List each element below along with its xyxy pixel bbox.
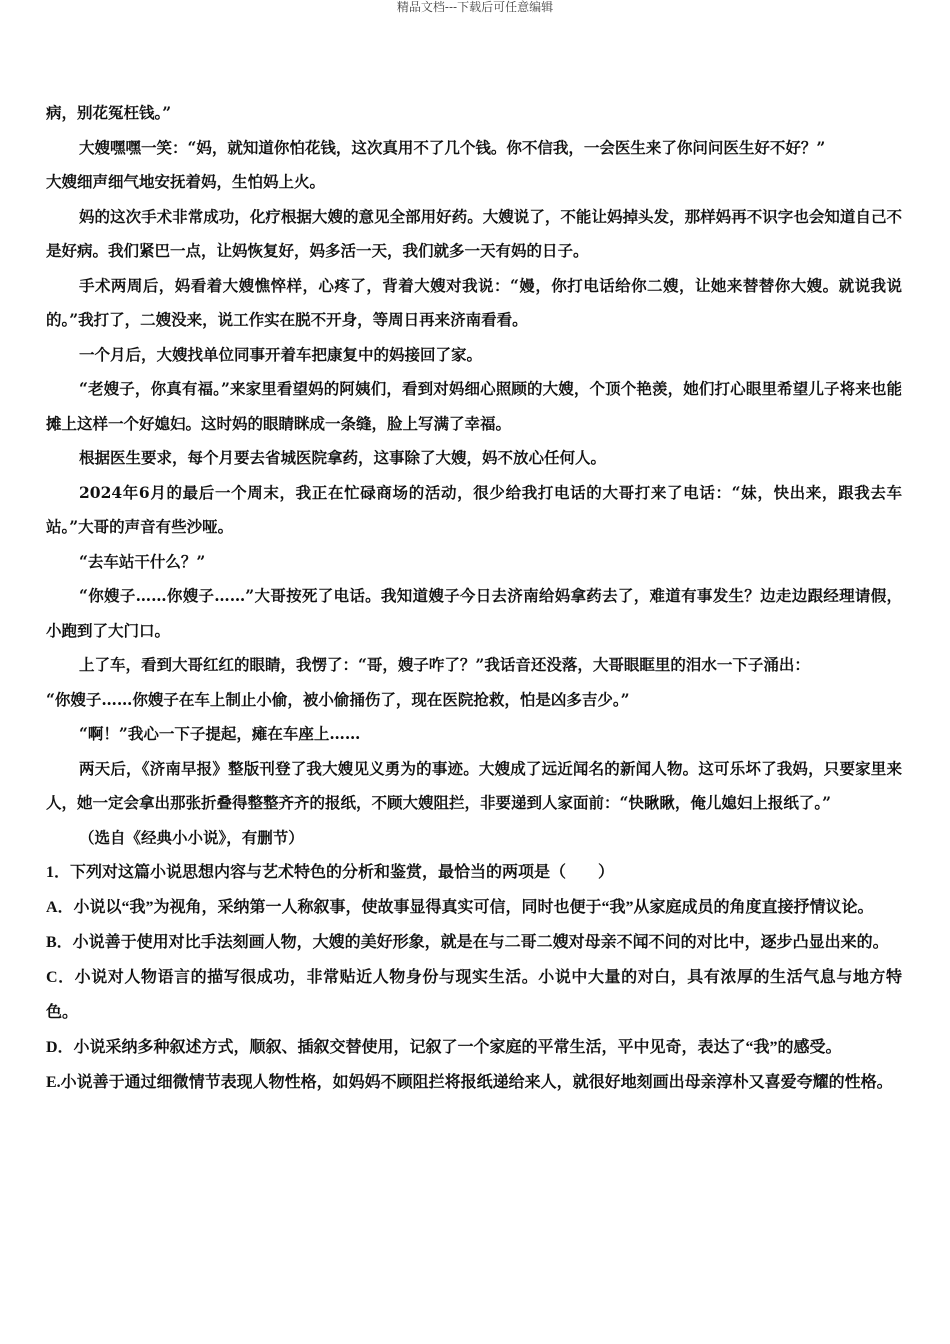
story-paragraph: 上了车，看到大哥红红的眼睛，我愣了：“哥，嫂子咋了？”我话音还没落，大哥眼眶里的泪水一下子涌出： xyxy=(79,655,810,674)
story-paragraph: 手术两周后，妈看着大嫂憔悴样，心疼了，背着大嫂对我说：“嫚，你打电话给你二嫂，让她来替替你大嫂。就说我说的。”我打了，二嫂没来，说工作实在脱不开身，等周日再来济南看看。 xyxy=(46,275,902,329)
document-body xyxy=(46,96,902,1100)
story-paragraph: 一个月后，大嫂找单位同事开着车把康复中的妈接回了家。 xyxy=(79,344,483,364)
story-paragraph: 根据医生要求，每个月要去省城医院拿药，这事除了大嫂，妈不放心任何人。 xyxy=(79,448,607,467)
question-option-c: C．小说对人物语言的描写很成功，非常贴近人物身份与现实生活。小说中大量的对白，具有浓厚的生活气息与地方特色。 xyxy=(46,969,902,1021)
story-paragraph: “啊！”我心一下子提起，瘫在车座上…… xyxy=(79,724,361,743)
story-paragraph: “你嫂子……你嫂子在车上制止小偷，被小偷捅伤了，现在医院抢救，怕是凶多吉少。” xyxy=(46,689,630,709)
story-paragraph: “你嫂子……你嫂子……”大哥按死了电话。我知道嫂子今日去济南给妈拿药去了，难道有事发生？边走边跟经理请假，小跑到了大门口。 xyxy=(46,586,902,640)
question-option-b: B．小说善于使用对比手法刻画人物，大嫂的美好形象，就是在与二哥二嫂对母亲不闻不问的对比中，逐步凸显出来的。 xyxy=(46,934,889,951)
story-paragraph: 病，别花冤枉钱。” xyxy=(46,103,172,122)
question-option-e: E.小说善于通过细微情节表现人物性格，如妈妈不顾阻拦将报纸递给来人，就很好地刻画出母亲淳朴又喜爱夸耀的性格。 xyxy=(46,1074,893,1091)
story-paragraph: 两天后，《济南早报》整版刊登了我大嫂见义勇为的事迹。大嫂成了远近闻名的新闻人物。这可乐坏了我妈，只要家里来人，她一定会拿出那张折叠得整整齐齐的报纸，不顾大嫂阻拦，非要递到人家面前：“快瞅瞅，俺儿媳妇上报纸了。” xyxy=(46,758,902,812)
question-option-d: D．小说采纳多种叙述方式，顺叙、插叙交替使用，记叙了一个家庭的平常生活，平中见奇，表达了“我”的感受。 xyxy=(46,1039,842,1056)
story-paragraph: 妈的这次手术非常成功，化疗根据大嫂的意见全部用好药。大嫂说了，不能让妈掉头发，那样妈再不识字也会知道自己不是好病。我们紧巴一点，让妈恢复好，妈多活一天，我们就多一天有妈的日子。 xyxy=(46,206,902,260)
page-header: 精品文档---下载后可任意编辑 xyxy=(396,0,554,14)
story-paragraph: “老嫂子，你真有福。”来家里看望妈的阿姨们，看到对妈细心照顾的大嫂，个顶个艳羡，她们打心眼里希望儿子将来也能摊上这样一个好媳妇。这时妈的眼睛眯成一条缝，脸上写满了幸福。 xyxy=(46,379,902,433)
source-citation: （选自《经典小小说》，有删节） xyxy=(79,827,304,847)
story-paragraph: 大嫂嘿嘿一笑：“妈，就知道你怕花钱，这次真用不了几个钱。你不信我，一会医生来了你问问医生好不好？” xyxy=(79,137,826,157)
story-paragraph: 2024年6月的最后一个周末，我正在忙碌商场的活动，很少给我打电话的大哥打来了电话：“妹，快出来，跟我去车站。”大哥的声音有些沙哑。 xyxy=(46,482,902,536)
question-stem: 1．下列对这篇小说思想内容与艺术特色的分析和鉴赏，最恰当的两项是（ ） xyxy=(46,864,615,881)
story-paragraph: “去车站干什么？” xyxy=(79,551,206,571)
story-paragraph: 大嫂细声细气地安抚着妈，生怕妈上火。 xyxy=(46,172,326,191)
question-option-a: A．小说以“我”为视角，采纳第一人称叙事，使故事显得真实可信，同时也便于“我”从家庭成员的角度直接抒情议论。 xyxy=(46,899,874,916)
